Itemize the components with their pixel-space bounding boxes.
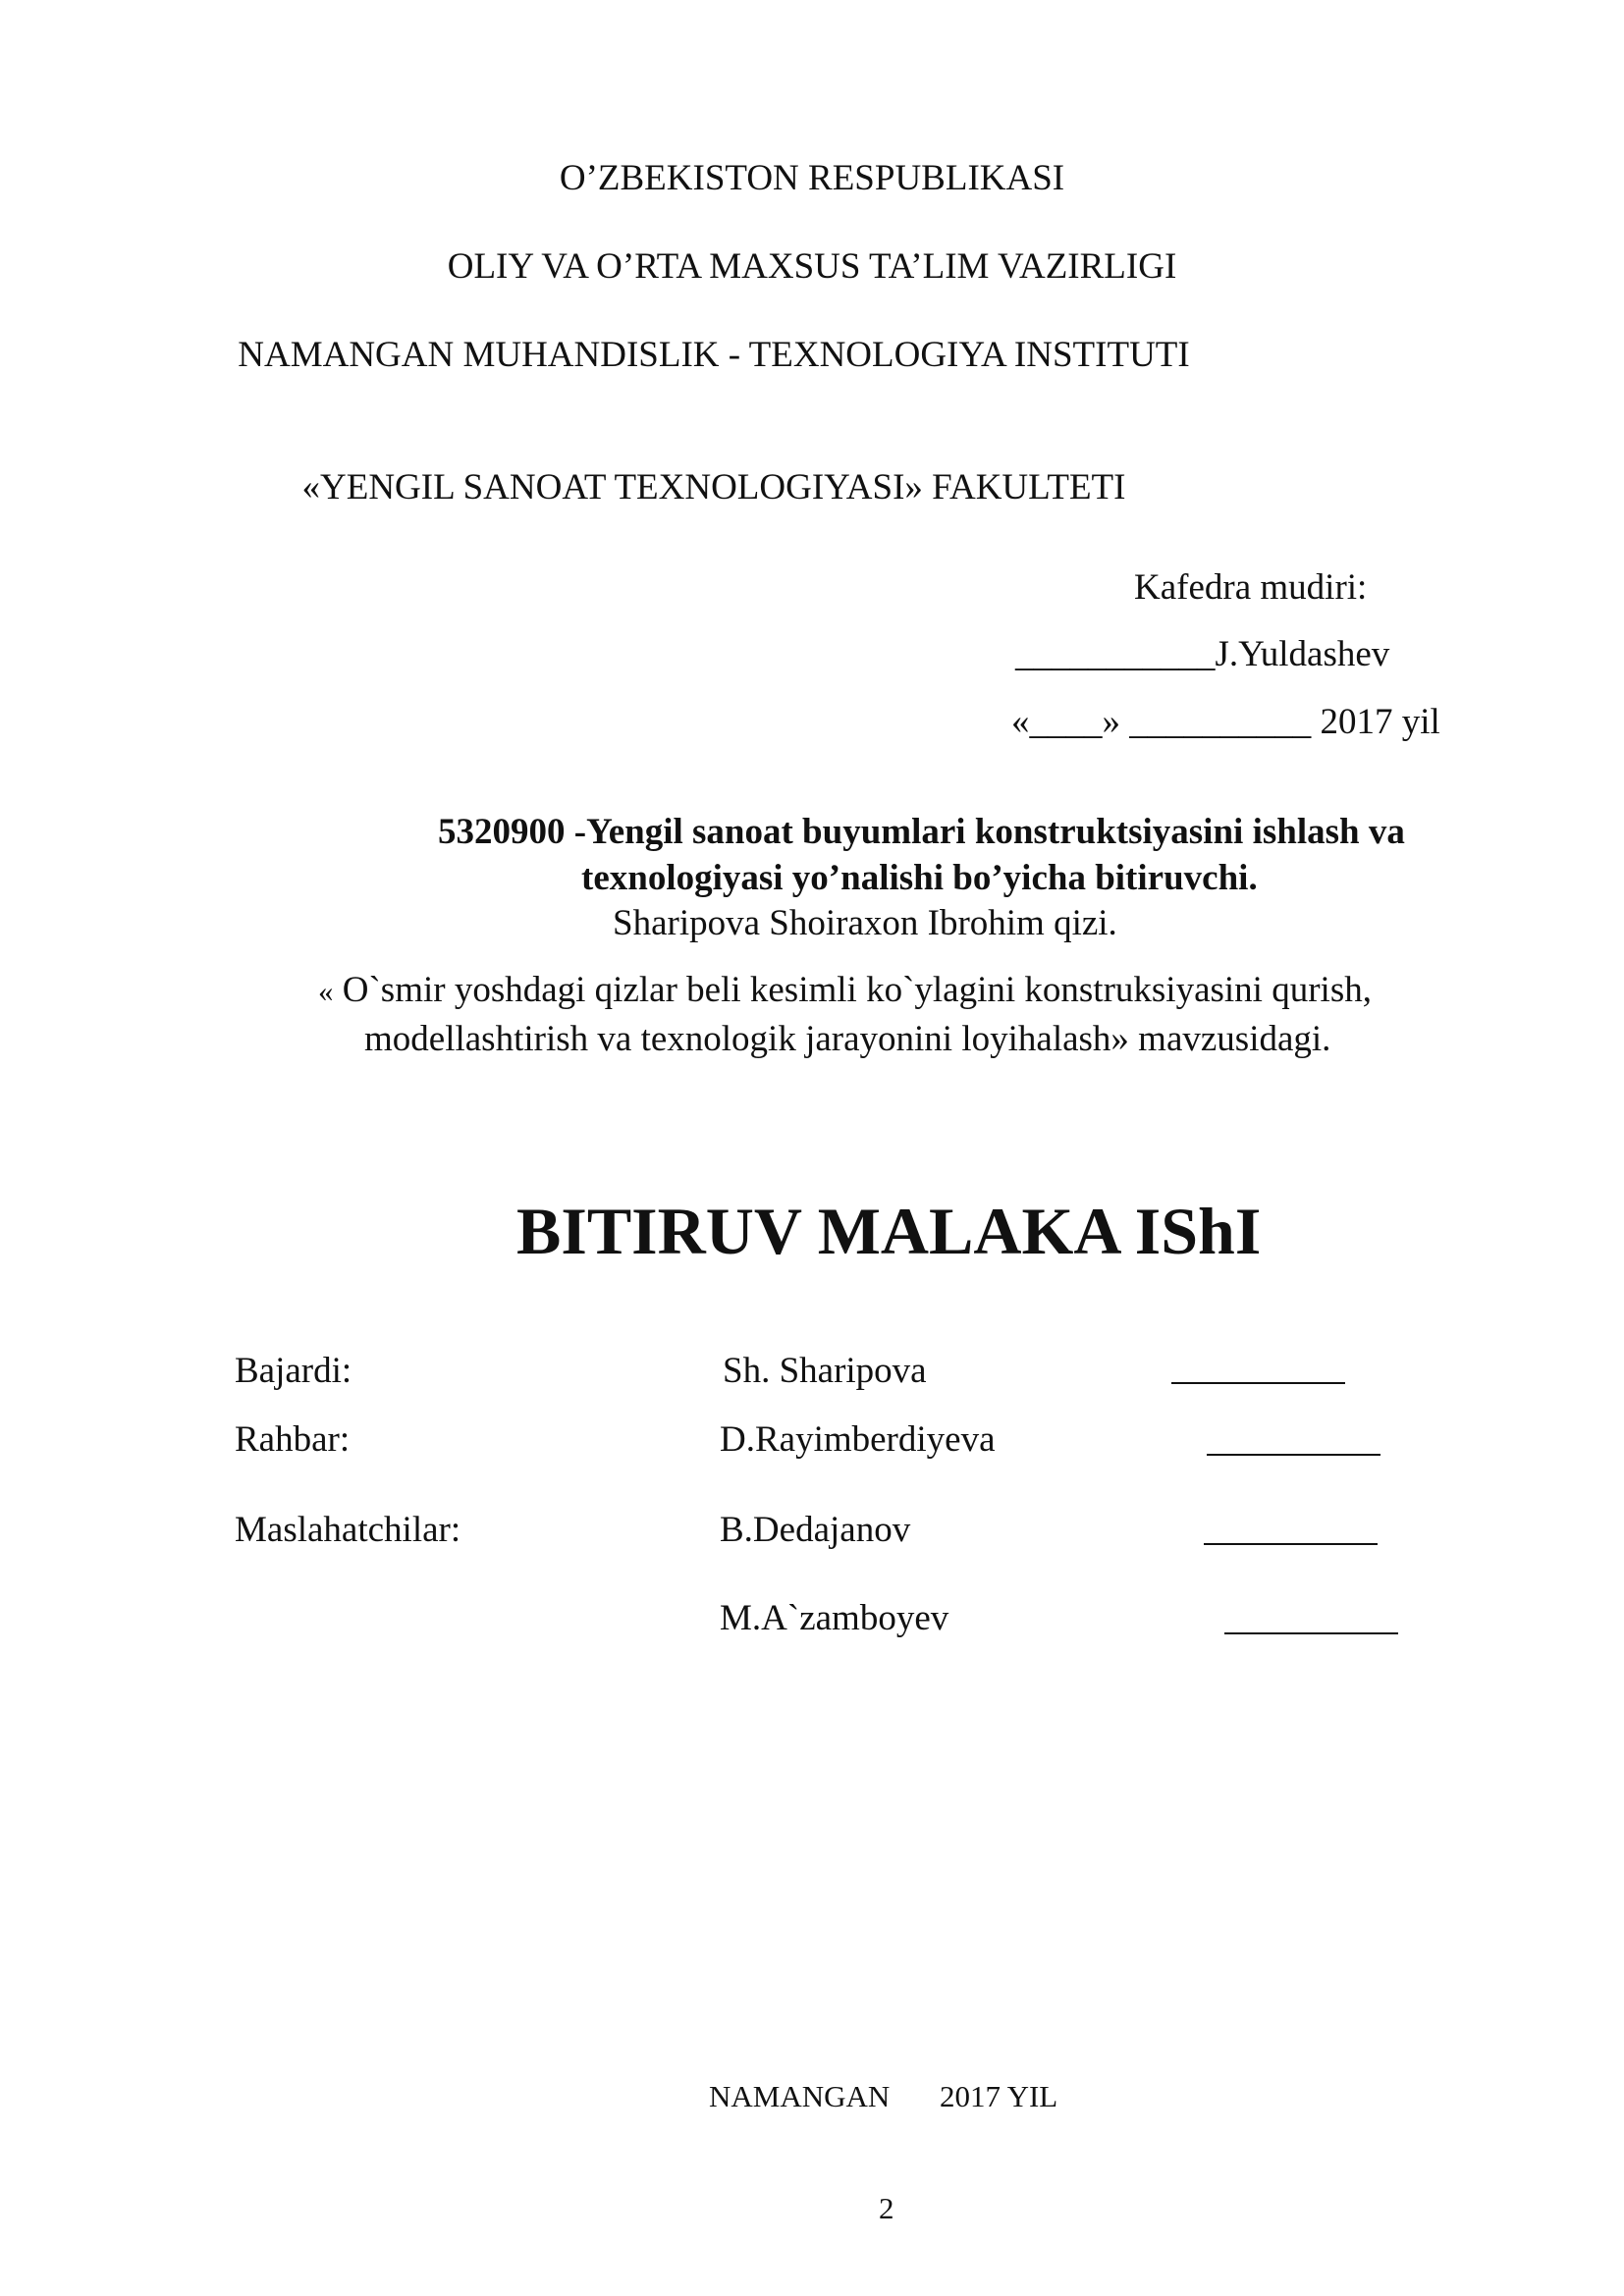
signature-line — [1204, 1543, 1378, 1545]
role-name: Sh. Sharipova — [723, 1351, 927, 1391]
approval-label: Kafedra mudiri: — [1134, 567, 1368, 608]
faculty-heading: «YENGIL SANOAT TEXNOLOGIYASI» FAKULTETI — [301, 467, 1126, 507]
role-label: Rahbar: — [235, 1419, 351, 1460]
role-label: Maslahatchilar: — [235, 1510, 461, 1550]
footer-city: NAMANGAN — [709, 2079, 891, 2113]
signature-line — [1207, 1454, 1380, 1456]
footer-year: 2017 YIL — [940, 2079, 1058, 2113]
role-name: M.A`zamboyev — [720, 1598, 949, 1638]
signature-line — [1224, 1632, 1398, 1634]
page-number: 2 — [879, 2191, 894, 2225]
approval-name-line: ___________J.Yuldashev — [1015, 634, 1390, 674]
role-name: B.Dedajanov — [720, 1510, 911, 1550]
topic-line-1 — [318, 972, 1372, 1008]
ministry-heading: OLIY VA O’RTA MAXSUS TA’LIM VAZIRLIGI — [447, 246, 1177, 287]
institute-heading: NAMANGAN MUHANDISLIK - TEXNOLOGIYA INSTITUTI — [238, 335, 1190, 375]
document-title: BITIRUV MALAKA IShI — [516, 1194, 1262, 1268]
topic-line-1-text: O`smir yoshdagi qizlar beli kesimli ko`ylagini konstruksiyasini qurish, — [333, 970, 1372, 1010]
approval-date-line: «____» __________ 2017 yil — [1011, 702, 1440, 742]
student-name: Sharipova Shoiraxon Ibrohim qizi. — [613, 903, 1117, 943]
topic-open-quote: « — [318, 974, 334, 1008]
role-name: D.Rayimberdiyeva — [720, 1419, 996, 1460]
republic-heading: O’ZBEKISTON RESPUBLIKASI — [559, 158, 1065, 198]
role-label: Bajardi: — [235, 1351, 352, 1391]
program-line-1: 5320900 -Yengil sanoat buyumlari konstruktsiyasini ishlash va — [438, 812, 1405, 852]
topic-line-2: modellashtirish va texnologik jarayonini loyihalash» mavzusidagi. — [364, 1019, 1331, 1059]
signature-line — [1171, 1382, 1345, 1384]
program-line-2: texnologiyasi yo’nalishi bo’yicha bitiruvchi. — [581, 858, 1258, 898]
